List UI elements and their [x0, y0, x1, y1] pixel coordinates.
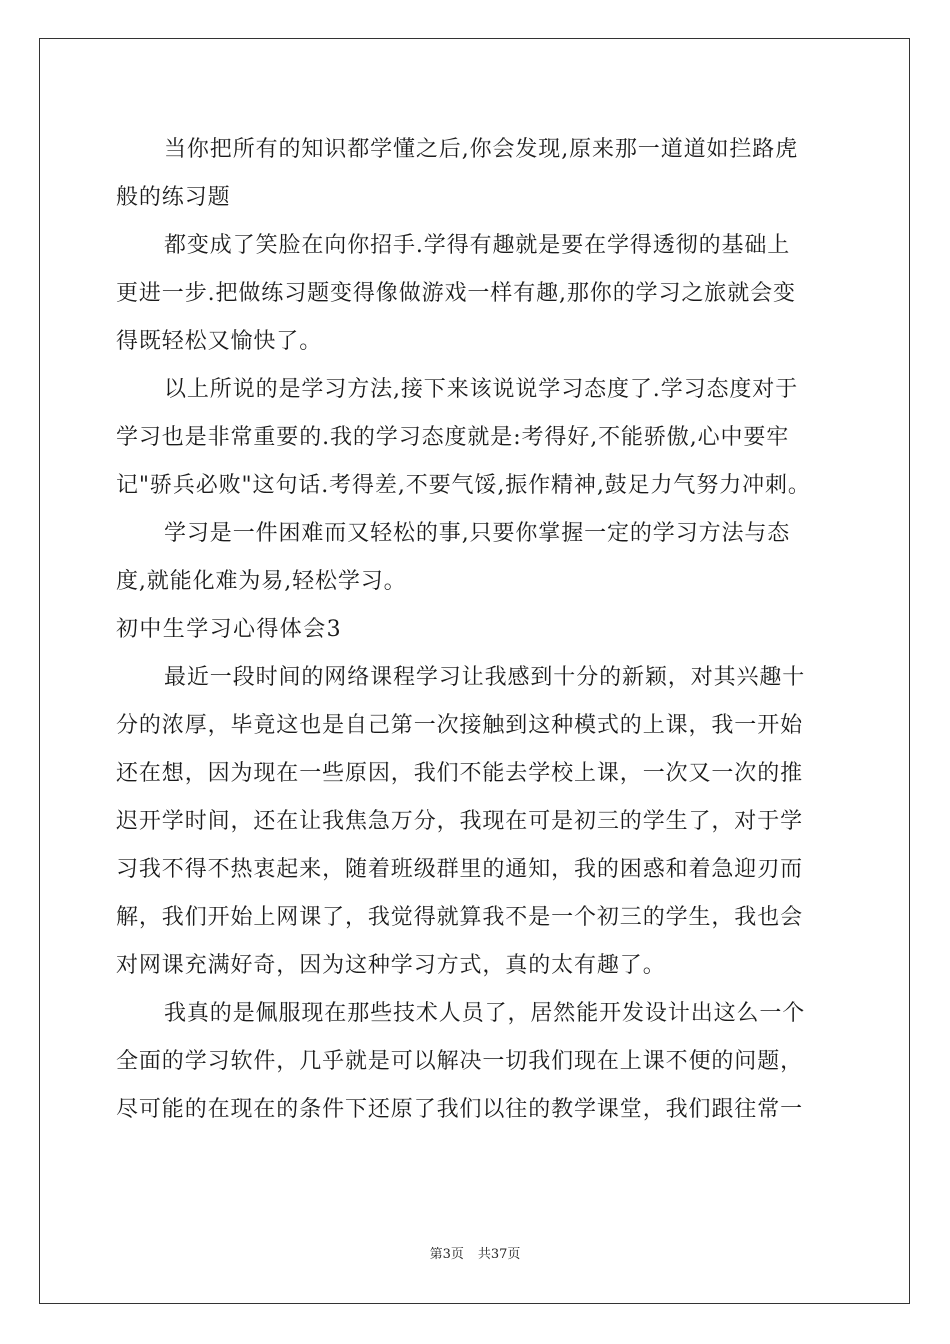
text-line: 般的练习题 [116, 185, 231, 210]
text-line: 当你把所有的知识都学懂之后,你会发现,原来那一道道如拦路虎 [164, 137, 799, 162]
text-line: 以上所说的是学习方法,接下来该说说学习态度了.学习态度对于 [164, 377, 799, 402]
text-line: 我真的是佩服现在那些技术人员了，居然能开发设计出这么一个 [164, 1001, 806, 1026]
text-line: 度,就能化难为易,轻松学习。 [116, 569, 407, 594]
text-line: 分的浓厚，毕竟这也是自己第一次接触到这种模式的上课，我一开始 [116, 713, 804, 738]
section-heading: 初中生学习心得体会3 [116, 617, 342, 642]
text-line: 得既轻松又愉快了。 [116, 329, 323, 354]
text-line: 学习也是非常重要的.我的学习态度就是:考得好,不能骄傲,心中要牢 [116, 425, 790, 450]
text-line: 记"骄兵必败"这句话.考得差,不要气馁,振作精神,鼓足力气努力冲刺。 [116, 473, 811, 498]
text-line: 更进一步.把做练习题变得像做游戏一样有趣,那你的学习之旅就会变 [116, 281, 796, 306]
document-body [116, 126, 836, 1134]
text-line: 迟开学时间，还在让我焦急万分，我现在可是初三的学生了，对于学 [116, 809, 804, 834]
text-line: 最近一段时间的网络课程学习让我感到十分的新颖，对其兴趣十 [164, 665, 806, 690]
text-line: 尽可能的在现在的条件下还原了我们以往的教学课堂，我们跟往常一 [116, 1097, 804, 1122]
text-line: 对网课充满好奇，因为这种学习方式，真的太有趣了。 [116, 953, 666, 978]
text-line: 学习是一件困难而又轻松的事,只要你掌握一定的学习方法与态 [164, 521, 791, 546]
page-total: 共37页 [477, 1247, 521, 1262]
text-line: 全面的学习软件，几乎就是可以解决一切我们现在上课不便的问题， [116, 1049, 804, 1074]
page-footer [0, 1247, 950, 1263]
text-line: 都变成了笑脸在向你招手.学得有趣就是要在学得透彻的基础上 [164, 233, 791, 258]
page-number: 第3页 [429, 1247, 464, 1262]
text-line: 解，我们开始上网课了，我觉得就算我不是一个初三的学生，我也会 [116, 905, 804, 930]
text-line: 习我不得不热衷起来，随着班级群里的通知，我的困惑和着急迎刃而 [116, 857, 804, 882]
text-line: 还在想，因为现在一些原因，我们不能去学校上课，一次又一次的推 [116, 761, 804, 786]
